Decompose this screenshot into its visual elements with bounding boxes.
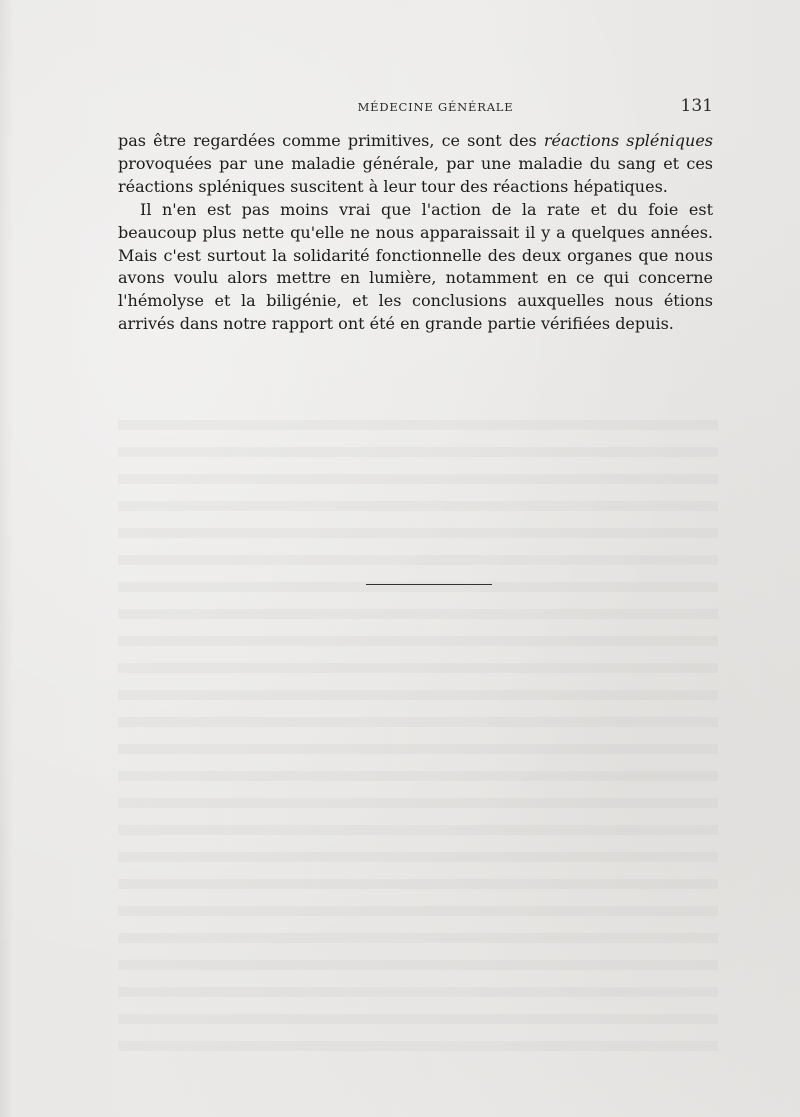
running-header	[118, 96, 713, 120]
paragraph-1-text-a: pas être regardées comme primitives, ce sont des	[118, 131, 544, 150]
paragraph-1	[118, 130, 713, 199]
paragraph-1-text-b: provoquées par une maladie générale, par une maladie du sang et ces réactions spléniques suscitent à leur tour des réactions hépatiques.	[118, 153, 713, 196]
body-text	[118, 130, 713, 336]
paragraph-1-emphasis: réactions spléniques	[543, 131, 713, 150]
paragraph-2: Il n'en est pas moins vrai que l'action de la rate et du foie est beaucoup plus nette qu'elle ne nous apparaissait il y a quelques années. Mais c'est surtout la solidarité fonctionnelle des deux organes que nous avons voulu alors mettre en lumière, notamment en ce qui concerne l'hémolyse et la biligénie, et les conclusions auxquelles nous étions arrivés dans notre rapport ont été en grande partie vérifiées depuis.	[118, 199, 713, 334]
page-number: 131	[680, 96, 713, 116]
section-end-rule	[366, 584, 492, 585]
running-title: MÉDECINE GÉNÉRALE	[357, 100, 514, 114]
